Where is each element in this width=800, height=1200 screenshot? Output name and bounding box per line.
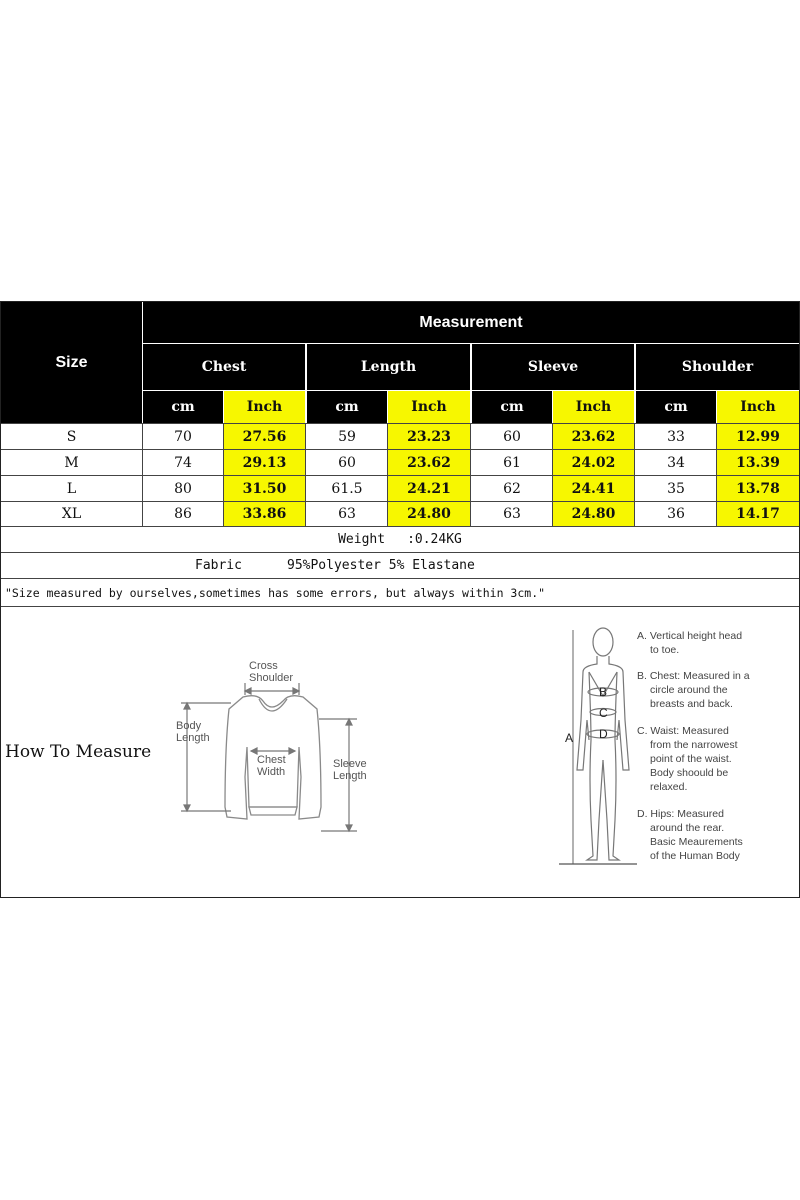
table-cell <box>717 424 799 449</box>
cell-value: 61.5 <box>331 480 363 497</box>
table-cell <box>388 502 470 526</box>
body-diagram <box>553 620 637 880</box>
table-cell <box>636 476 716 501</box>
shoulder-unit-inch <box>717 391 799 423</box>
length-unit-cm-label: cm <box>335 399 359 415</box>
legend-item-d <box>637 807 750 863</box>
cell-value: 29.13 <box>242 454 287 471</box>
size-header <box>1 302 142 423</box>
cell-value: 24.21 <box>407 480 451 497</box>
cell-value: 86 <box>174 506 192 522</box>
cell-value: 24.80 <box>407 506 451 522</box>
table-cell <box>717 502 799 526</box>
fabric-label: Fabric <box>195 558 242 573</box>
table-cell <box>553 424 634 449</box>
cell-value: 74 <box>174 454 192 471</box>
sleeve-header-label: Sleeve <box>527 359 579 375</box>
sleeve-length-label-2: Length <box>333 770 367 782</box>
table-cell <box>143 450 223 475</box>
body-label-b: B <box>599 685 608 699</box>
length-header <box>307 344 470 390</box>
table-cell <box>717 476 799 501</box>
cell-value: 12.99 <box>736 428 780 445</box>
chest-unit-inch <box>224 391 305 423</box>
table-row-size <box>1 476 142 501</box>
table-cell <box>636 450 716 475</box>
shoulder-header <box>636 344 799 390</box>
measurement-legend <box>637 629 750 876</box>
cell-value: 13.78 <box>736 480 780 497</box>
table-cell <box>553 502 634 526</box>
cell-value: 33 <box>667 428 685 445</box>
cell-value: 31.50 <box>242 480 287 497</box>
legend-d-line-4: of the Human Body <box>650 850 740 862</box>
table-cell <box>307 424 387 449</box>
shoulder-unit-inch-label: Inch <box>740 399 776 415</box>
cell-value: 24.02 <box>571 454 616 471</box>
legend-c-line-2: from the narrowest <box>650 739 738 751</box>
table-row-size <box>1 502 142 526</box>
size-value: XL <box>61 506 82 522</box>
cell-value: 35 <box>667 480 685 497</box>
cell-value: 23.62 <box>571 428 616 445</box>
table-cell <box>388 476 470 501</box>
shoulder-unit-cm-label: cm <box>664 399 688 415</box>
table-cell <box>143 476 223 501</box>
table-cell <box>472 450 552 475</box>
size-chart <box>0 301 800 898</box>
table-cell <box>472 424 552 449</box>
body-label-a: A <box>565 731 574 745</box>
cell-value: 23.23 <box>407 428 451 445</box>
chest-unit-cm <box>143 391 223 423</box>
table-cell <box>143 502 223 526</box>
table-row-size <box>1 424 142 449</box>
legend-item-c <box>637 724 750 780</box>
table-cell <box>553 476 634 501</box>
cell-value: 23.62 <box>407 454 451 471</box>
legend-a-line-2: to toe. <box>650 644 680 656</box>
cell-value: 14.17 <box>736 506 780 522</box>
cross-shoulder-label-1: Cross <box>249 660 278 672</box>
cell-value: 27.56 <box>242 428 287 445</box>
shoulder-header-label: Shoulder <box>681 359 754 375</box>
fabric-row <box>1 553 799 578</box>
length-header-label: Length <box>360 359 417 375</box>
measurement-header-label: Measurement <box>419 313 523 331</box>
shoulder-unit-cm <box>636 391 716 423</box>
table-cell <box>143 424 223 449</box>
cell-value: 70 <box>174 428 192 445</box>
chest-unit-cm-label: cm <box>171 399 195 415</box>
fabric-value: 95%Polyester 5% Elastane <box>287 558 475 573</box>
how-to-measure-label: How To Measure <box>5 742 152 762</box>
sleeve-unit-cm <box>472 391 552 423</box>
sleeve-unit-cm-label: cm <box>500 399 524 415</box>
cell-value: 60 <box>338 454 356 471</box>
cell-value: 60 <box>503 428 521 445</box>
legend-c-line-4: Body shoould be <box>650 767 729 779</box>
table-cell <box>472 502 552 526</box>
body-label-d: D <box>599 727 608 741</box>
table-cell <box>553 450 634 475</box>
cross-shoulder-label-2: Shoulder <box>249 672 294 684</box>
chest-header-label: Chest <box>201 359 247 375</box>
cell-value: 61 <box>503 454 521 471</box>
sleeve-header <box>472 344 634 390</box>
legend-b-line-2: circle around the <box>650 684 728 696</box>
legend-b-line-3: breasts and back. <box>650 698 733 710</box>
legend-d-line-3: Basic Meaurements <box>650 836 743 848</box>
chest-unit-inch-label: Inch <box>246 399 283 415</box>
table-cell <box>388 424 470 449</box>
legend-c-line-3: point of the waist. <box>650 753 732 765</box>
cell-value: 36 <box>667 506 685 522</box>
table-cell <box>388 450 470 475</box>
body-length-label-1: Body <box>176 720 202 732</box>
table-cell <box>224 502 305 526</box>
weight-label: Weight <box>338 532 386 547</box>
cell-value: 63 <box>338 506 356 522</box>
sleeve-length-label-1: Sleeve <box>333 758 367 770</box>
chest-header <box>143 344 305 390</box>
table-cell <box>636 502 716 526</box>
body-label-c: C <box>599 706 608 720</box>
legend-d-line-1: D. Hips: Measured <box>637 808 724 820</box>
length-unit-cm <box>307 391 387 423</box>
weight-value: :0.24KG <box>407 532 462 547</box>
chest-width-label-1: Chest <box>257 754 286 766</box>
table-row-size <box>1 450 142 475</box>
legend-c-line-5: relaxed. <box>650 781 688 793</box>
legend-b-line-1: B. Chest: Measured in a <box>637 670 750 682</box>
garment-diagram <box>171 647 391 847</box>
cell-value: 80 <box>174 480 192 497</box>
body-length-label-2: Length <box>176 732 210 744</box>
legend-item-c-cont <box>637 780 750 794</box>
sleeve-unit-inch-label: Inch <box>575 399 612 415</box>
cell-value: 59 <box>338 428 356 445</box>
size-note: "Size measured by ourselves,sometimes has some errors, but always within 3cm." <box>5 586 546 600</box>
legend-a-line-1: A. Vertical height head <box>637 630 743 642</box>
cell-value: 24.80 <box>571 506 616 522</box>
legend-item-a <box>637 629 750 657</box>
size-header-label: Size <box>55 353 88 371</box>
weight-row <box>1 527 799 552</box>
table-cell <box>224 450 305 475</box>
size-value: L <box>66 480 77 497</box>
cell-value: 33.86 <box>242 506 287 522</box>
length-unit-inch-label: Inch <box>411 399 447 415</box>
table-cell <box>307 450 387 475</box>
measurement-header <box>143 302 799 343</box>
cell-value: 63 <box>503 506 521 522</box>
table-cell <box>472 476 552 501</box>
cell-value: 62 <box>503 480 521 497</box>
chest-width-label-2: Width <box>257 766 286 778</box>
size-value: S <box>66 428 77 445</box>
cell-value: 24.41 <box>571 480 616 497</box>
table-cell <box>224 476 305 501</box>
cell-value: 13.39 <box>736 454 780 471</box>
table-cell <box>307 502 387 526</box>
table-cell <box>224 424 305 449</box>
table-cell <box>717 450 799 475</box>
table-cell <box>307 476 387 501</box>
legend-item-b <box>637 669 750 711</box>
legend-c-line-1: C. Waist: Measured <box>637 725 729 737</box>
table-cell <box>636 424 716 449</box>
cell-value: 34 <box>667 454 685 471</box>
size-value: M <box>64 454 79 471</box>
length-unit-inch <box>388 391 470 423</box>
sleeve-unit-inch <box>553 391 634 423</box>
legend-d-line-2: around the rear. <box>650 822 725 834</box>
